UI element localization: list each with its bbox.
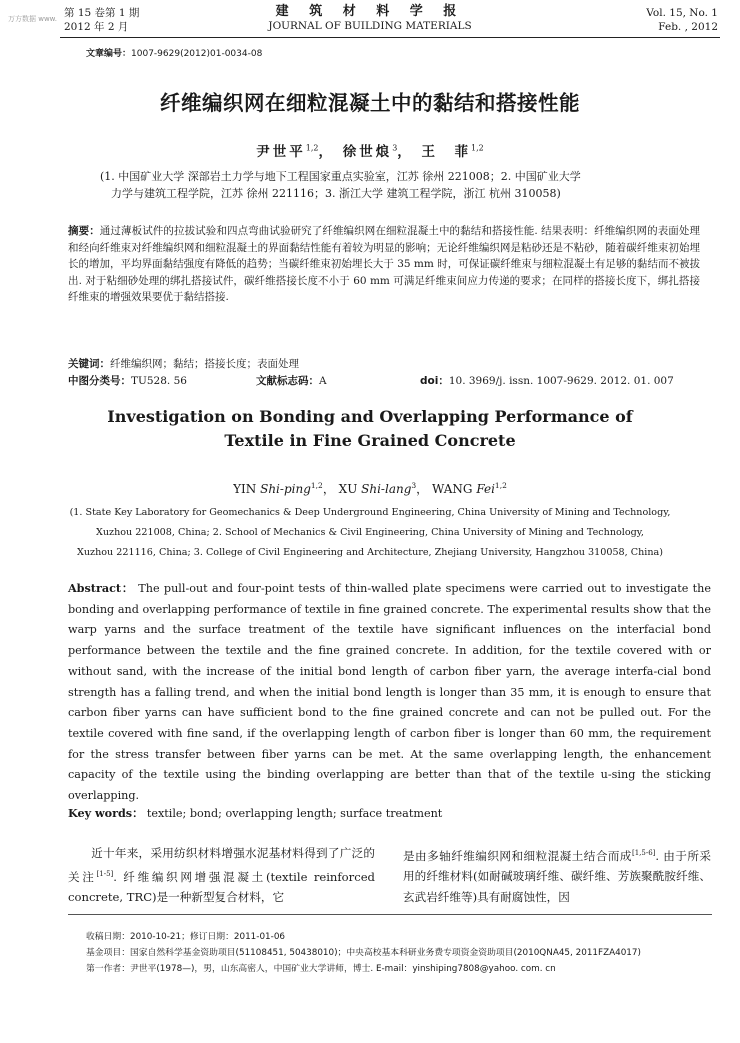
author-name: 徐世烺 — [342, 144, 393, 160]
author-given-name: Shi-ping — [260, 482, 311, 496]
body-text: 是由多轴纤维编织网和细粒混凝土结合而成 — [403, 848, 632, 863]
abstract-cn-label: 摘要： — [68, 225, 100, 237]
affiliation-en — [30, 503, 710, 563]
date-cn: 2012 年 2 月 — [64, 21, 129, 33]
affiliation-line: (1. State Key Laboratory for Geomechanics & Deep Underground Engineering, China University of Mining and Technology, — [69, 507, 671, 518]
keywords-en-text: textile; bond; overlapping length; surface treatment — [146, 807, 443, 820]
affiliation-line: (1. 中国矿业大学 深部岩土力学与地下工程国家重点实验室，江苏 徐州 221008；2. 中国矿业大学 — [100, 170, 581, 183]
author-affiliation-mark: 1,2 — [305, 143, 319, 153]
author-surname: XU — [338, 482, 362, 496]
affiliation-line: Xuzhou 221116, China; 3. College of Civil Engineering and Architecture, Zhejiang University, Hangzhou 310058, China) — [77, 547, 663, 558]
keywords-en — [68, 805, 442, 821]
body-paragraph — [68, 843, 375, 907]
doi-label: doi： — [420, 375, 449, 387]
citation: [1-5] — [96, 869, 114, 878]
watermark: 万方数据 www. — [8, 15, 57, 23]
authors-cn — [0, 140, 740, 160]
journal-name-cn: 建 筑 材 料 学 报 — [275, 4, 465, 19]
author-affiliation-mark: 1,2 — [310, 481, 323, 490]
body-text: . 纤维编织网增强混凝土(textile reinforced concrete, TRC)是一种新型复合材料，它 — [68, 869, 375, 904]
keywords-en-label: Key words： — [68, 806, 144, 820]
classification-row — [68, 373, 700, 388]
authors-en — [0, 480, 740, 497]
author-given-name: Fei — [476, 482, 495, 496]
article-number-value: 1007-9629(2012)01-0034-08 — [131, 49, 263, 59]
header-right — [646, 6, 718, 34]
title-en-line: Investigation on Bonding and Overlapping Performance of — [107, 407, 633, 426]
abstract-en-label: Abstract： — [68, 581, 134, 595]
title-en — [0, 405, 740, 453]
author-name: 王 菲 — [421, 144, 471, 160]
footnote-funding: 基金项目：国家自然科学基金资助项目(51108451, 50438010)；中央高校基本科研业务费专项资金资助项目(2010QNA45, 2011FZA4017) — [86, 948, 641, 958]
author-surname: WANG — [432, 482, 477, 496]
volume-en: Vol. 15, No. 1 — [646, 7, 718, 19]
author-separator: ， — [397, 144, 414, 160]
clc-label: 中图分类号： — [68, 375, 131, 387]
volume-cn: 第 15 卷第 1 期 — [64, 7, 140, 19]
abstract-cn — [68, 223, 700, 306]
affiliation-line: Xuzhou 221008, China; 2. School of Mechanics & Civil Engineering, China University of Mining and Technology, — [96, 527, 644, 538]
body-text: . 由于所采用的纤维材料(如耐碱玻璃纤维、碳纤维、芳族聚酰胺纤维、玄武岩纤维等)具有耐腐蚀性，因 — [403, 848, 711, 904]
keywords-cn-text: 纤维编织网；黏结；搭接长度；表面处理 — [110, 358, 299, 370]
author-given-name: Shi-lang — [361, 482, 412, 496]
author-separator: ， — [322, 482, 339, 496]
author-affiliation-mark: 3 — [411, 481, 417, 490]
author-surname: YIN — [233, 482, 261, 496]
article-number-label: 文章编号： — [86, 49, 132, 59]
abstract-en — [68, 578, 711, 807]
abstract-cn-text: 通过薄板试件的拉拔试验和四点弯曲试验研究了纤维编织网在细粒混凝土中的黏结和搭接性能. 结果表明：纤维编织网的表面处理和经向纤维束对纤维编织网和细粒混凝土的界面黏结性能有着较为明显的影响；无论纤维编织网是粘砂还是不粘砂，随着碳纤维束初始埋长的增加，平均界面黏结强度有降低的趋势；当碳纤维束初始埋长大于 35 mm 时，可保证碳纤维束与细粒混凝土有足够的黏结而不被拔出. 对于粘细砂处理的绑扎搭接试件，碳纤维搭接长度不小于 60 mm 可满足纤维束间应力传递的要求；在同样的搭接长度下，绑扎搭接纤维束的增强效果要优于黏结搭接. — [68, 225, 700, 304]
affiliation-cn — [100, 168, 700, 202]
affiliation-line: 力学与建筑工程学院，江苏 徐州 221116；3. 浙江大学 建筑工程学院，浙江 杭州 310058) — [111, 187, 561, 200]
title-cn: 纤维编织网在细粒混凝土中的黏结和搭接性能 — [160, 91, 580, 115]
keywords-cn — [68, 356, 299, 371]
doc-code-value: A — [319, 375, 327, 387]
keywords-cn-label: 关键词： — [68, 358, 110, 370]
body-text: 近十年来，采用纺织材料增强水泥基材料得到了广泛的关注 — [68, 846, 375, 884]
journal-name-en: JOURNAL OF BUILDING MATERIALS — [268, 20, 472, 32]
author-separator: ， — [318, 144, 335, 160]
doi-value: 10. 3969/j. issn. 1007-9629. 2012. 01. 007 — [448, 375, 674, 387]
footnote-rule — [68, 914, 712, 915]
clc-value: TU528. 56 — [131, 375, 187, 387]
author-name: 尹世平 — [256, 144, 306, 160]
abstract-en-text: The pull-out and four-point tests of thin-walled plate specimens were carried out to investigate the bonding and overlapping performance of textile in fine grained concrete. The experimental results show that the warp yarns and the surface treatment of the textile have significant influences on the interfacial bond performance between the textile and the fine grained concrete. In addition, for the textile covered with or without sand, with the increase of the initial bond length of carbon fiber yarn, the average interfa-cial bond strength has a falling trend, and when the initial bond length is longer than 35 mm, it is enough to ensure that carbon fiber yarns can have sufficient bond to the fine grained concrete and can not be pulled out. For the textile covered with fine sand, if the overlapping length of carbon fiber is longer than 60 mm, the requirement for the stress transfer between fiber yarns can be met. At the same overlapping length, the enhancement capacity of the textile using the binding overlapping are better than that of the textile u-sing the sticking overlapping. — [68, 582, 712, 803]
author-affiliation-mark: 1,2 — [494, 481, 507, 490]
author-affiliation-mark: 1,2 — [471, 143, 484, 153]
body-column-left — [68, 843, 375, 907]
footnote-author: 第一作者：尹世平(1978—)，男，山东高密人，中国矿业大学讲师，博士. E-mail：yinshiping7808@yahoo. com. cn — [86, 964, 556, 974]
date-en: Feb. , 2012 — [658, 21, 718, 33]
header-rule — [60, 37, 720, 38]
citation: [1,5-6] — [631, 849, 656, 857]
article-number — [86, 46, 262, 59]
author-affiliation-mark: 3 — [392, 143, 398, 153]
header-center — [0, 4, 740, 33]
footnote-received: 收稿日期：2010-10-21；修订日期：2011-01-06 — [86, 932, 286, 942]
author-separator: ， — [416, 482, 432, 496]
doc-code-label: 文献标志码： — [256, 375, 319, 387]
body-column-right — [403, 843, 711, 907]
title-en-line: Textile in Fine Grained Concrete — [224, 431, 516, 450]
